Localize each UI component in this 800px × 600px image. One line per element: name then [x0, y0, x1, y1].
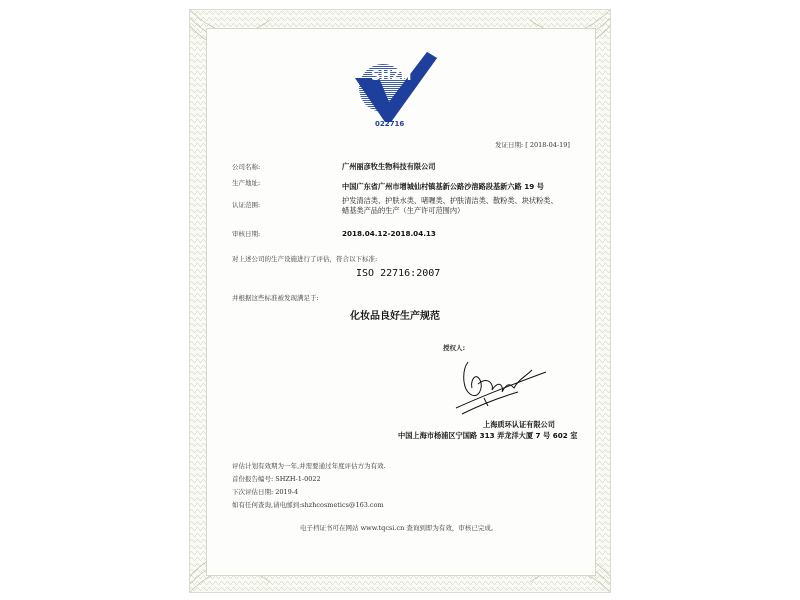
scope-label: 认证范围:	[232, 201, 261, 209]
logo-brand: SHZH	[371, 69, 412, 84]
issuer-address: 中国上海市杨浦区宁国路 313 弄龙洋大厦 7 号 602 室	[398, 431, 578, 440]
scope-line2: 蜡基类产品的生产（生产许可范围内）	[342, 206, 465, 215]
company-name: 广州丽彦牧生物科技有限公司	[342, 162, 436, 171]
scope-line1: 护发清洁类、护肤水类、啫喱类、护肤清洁类、散粉类、块状粉类、	[342, 196, 558, 205]
statement-found: 并根据这些标准被发现满足于:	[232, 294, 319, 302]
footer-validity: 评估计划有效期为一年,并需要通过年度评估方为有效.	[232, 462, 386, 470]
issuer-name: 上海质环认证有限公司	[483, 420, 555, 429]
authorized-label: 授权人:	[443, 344, 466, 352]
company-label: 公司名称:	[232, 163, 261, 171]
standard-code: ISO 22716:2007	[356, 268, 441, 279]
address-label: 生产地址:	[232, 179, 261, 187]
audit-label: 审核日期:	[232, 230, 261, 238]
logo-number: 022716	[375, 120, 405, 128]
checkmark-logo-icon	[349, 44, 439, 132]
audit-date: 2018.04.12-2018.04.13	[342, 229, 436, 238]
signature-icon	[448, 358, 552, 418]
footer-report-number: 首份报告编号: SHZH-1-0022	[232, 475, 321, 483]
statement-standards: 对上述公司的生产设施进行了评估，符合以下标准:	[232, 255, 378, 263]
issue-date: 发证日期: [ 2018-04-19]	[495, 141, 570, 149]
footer-contact-email: 如有任何查询,请电邮到:shzhcosmetics@163.com	[232, 501, 384, 509]
footer-website-note: 电子档证书可在网站 www.tqcsi.cn 查询到即为有效，审核已完成。	[300, 524, 498, 532]
standard-name: 化妆品良好生产规范	[350, 311, 440, 322]
footer-next-evaluation: 下次评估日期: 2019-4	[232, 488, 299, 496]
address-value: 中国广东省广州市增城仙村镇基新公路沙溶路段基新六路 19 号	[342, 182, 544, 191]
